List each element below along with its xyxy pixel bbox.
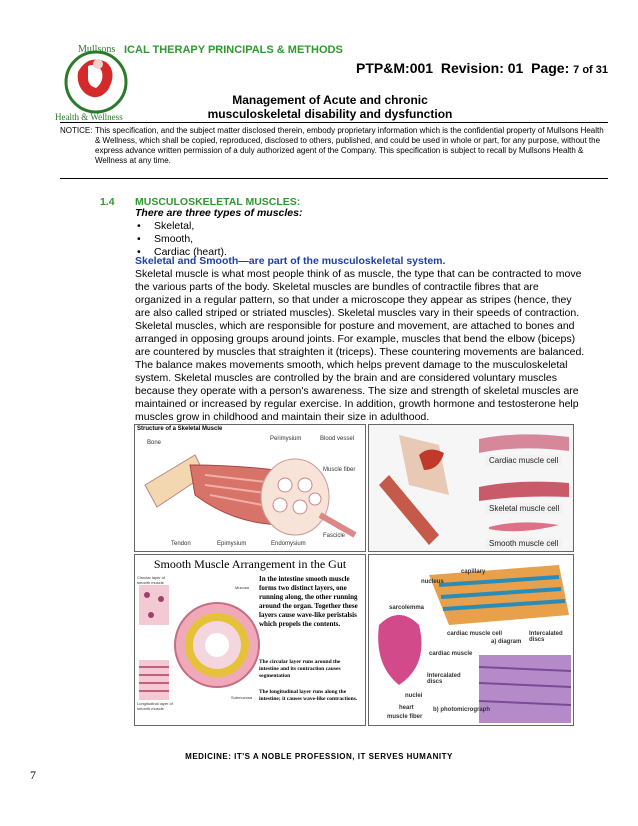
page-of: 7 of 31 <box>573 64 608 76</box>
label-bone: Bone <box>147 440 162 446</box>
page-number: 7 <box>30 768 36 782</box>
muscle-types-list <box>135 220 227 259</box>
label-mucosa: Mucosa <box>235 585 250 590</box>
label-perimysium: Perimysium <box>270 436 302 442</box>
title-line-2: musculoskeletal disability and dysfunction <box>207 107 453 121</box>
label-cardiac-muscle-cell: cardiac muscle cell <box>447 631 503 637</box>
label-muscle-fiber: Muscle fiber <box>323 467 356 473</box>
label-sarcolemma: sarcolemma <box>389 605 425 611</box>
label-muscle-fiber-2: muscle fiber <box>387 714 423 720</box>
gut-longitudinal-note: The longitudinal layer runs along the intestine; it causes wave-like contractions. <box>259 689 358 702</box>
list-item: • Smooth, <box>135 233 227 246</box>
label-nuclei: nuclei <box>405 693 423 699</box>
muscle-types-illustration <box>369 425 573 551</box>
section-title: MUSCULOSKELETAL MUSCLES: <box>135 196 301 208</box>
label-intercalated-discs: Intercalated discs <box>529 631 563 643</box>
label-circular-layer: Circular layer of smooth muscle <box>137 575 166 585</box>
label-heart: heart <box>399 705 414 711</box>
gut-circular-note: The circular layer runs around the intestine and its contraction causes segmentation <box>259 659 341 679</box>
subheading: Skeletal and Smooth—are part of the musculoskeletal system. <box>135 255 446 267</box>
doc-id: PTP&M:001 <box>356 60 434 76</box>
title-line-1: Management of Acute and chronic <box>232 93 428 107</box>
logo-text-bottom: Health & Wellness <box>55 112 123 122</box>
logo-text-top: Mullsons <box>78 44 116 55</box>
doc-revision-line <box>356 60 608 76</box>
label-capillary: capillary <box>461 569 486 575</box>
figure-title: Structure of a Skeletal Muscle <box>137 426 223 432</box>
cardiac-figure <box>368 554 574 726</box>
page-label: Page: <box>531 60 570 76</box>
label-blood-vessel: Blood vessel <box>320 436 355 442</box>
notice-divider <box>60 178 608 179</box>
header-divider <box>60 122 608 123</box>
label-diagram: a) diagram <box>491 639 522 645</box>
label-nucleus: nucleus <box>421 579 444 585</box>
notice-block <box>60 126 608 166</box>
document-title <box>200 93 460 121</box>
doc-series-title: ICAL THERAPY PRINCIPALS & METHODS <box>124 44 343 56</box>
label-skeletal-cell: Skeletal muscle cell <box>485 503 563 514</box>
muscle-types-intro: There are three types of muscles: <box>135 207 303 219</box>
label-tendon: Tendon <box>171 541 191 547</box>
label-epimysium: Epimysium <box>217 541 247 547</box>
label-longitudinal-layer: Longitudinal layer of smooth muscle <box>137 701 173 711</box>
gut-figure-title: Smooth Muscle Arrangement in the Gut <box>153 557 347 571</box>
list-item: • Skeletal, <box>135 220 227 233</box>
label-photomicrograph: b) photomicrograph <box>433 707 490 713</box>
revision-label: Revision: 01 <box>440 60 524 76</box>
label-cardiac-muscle: cardiac muscle <box>429 651 473 657</box>
label-endomysium: Endomysium <box>271 541 306 547</box>
label-fascicle: Fascicle <box>323 533 346 539</box>
gut-description: In the intestine smooth muscle forms two distinct layers, one running along, the other running around the organ. Together these layers cause wave-like peristalsis which propels the contents. <box>259 575 358 628</box>
body-paragraph: Skeletal muscle is what most people think of as muscle, the type that can be contracted to move the various parts of the body. Skeletal muscles are bundles of contractile fibres that are organized in a regular pattern, so that under a microscope they appear as stripes (hence, they are also called striped or striated muscles). Skeletal muscles vary in their speeds of contraction. Skeletal muscles, which are responsible for posture and movement, are attached to bones and arranged in opposing groups around joints. For example, muscles that bend the elbow (biceps) are countered by muscles that straighten it (triceps). These countering movements are balanced. The balance makes movements smooth, which helps prevent damage to the musculoskeletal system. Skeletal muscles are controlled by the brain and are considered voluntary muscles because they operate with a person's awareness. The size and strength of skeletal muscles are maintained or increased by regular exercise. In addition, growth hormone and testosterone help muscles grow in childhood and maintain their size in adulthood. <box>135 268 585 423</box>
muscle-types-figure <box>368 424 574 552</box>
label-submucosa: Submucosa <box>231 695 253 700</box>
label-intercalated-discs-2: Intercalated discs <box>427 673 461 685</box>
label-smooth-cell: Smooth muscle cell <box>485 538 562 549</box>
label-cardiac-cell: Cardiac muscle cell <box>485 455 562 466</box>
section-number: 1.4 <box>100 196 115 208</box>
notice-label: NOTICE: <box>60 126 93 135</box>
skeletal-structure-figure <box>134 424 366 552</box>
gut-figure <box>134 554 366 726</box>
footer-motto: MEDICINE: IT'S A NOBLE PROFESSION, IT SERVES HUMANITY <box>185 752 453 761</box>
list-item: • Cardiac (heart). <box>135 246 227 259</box>
notice-text: This specification, and the subject matter disclosed therein, embody proprietary information which is the confidential property of Mullsons Health & Wellness, which shall be copied, reproduced, disclosed to others, published, and could be used in whole or part, for any purpose, without the express advance written permission of a duly authorized agent of the Company. This specification is subject to recall by Mullsons Health & Wellness at any time. <box>95 126 604 165</box>
